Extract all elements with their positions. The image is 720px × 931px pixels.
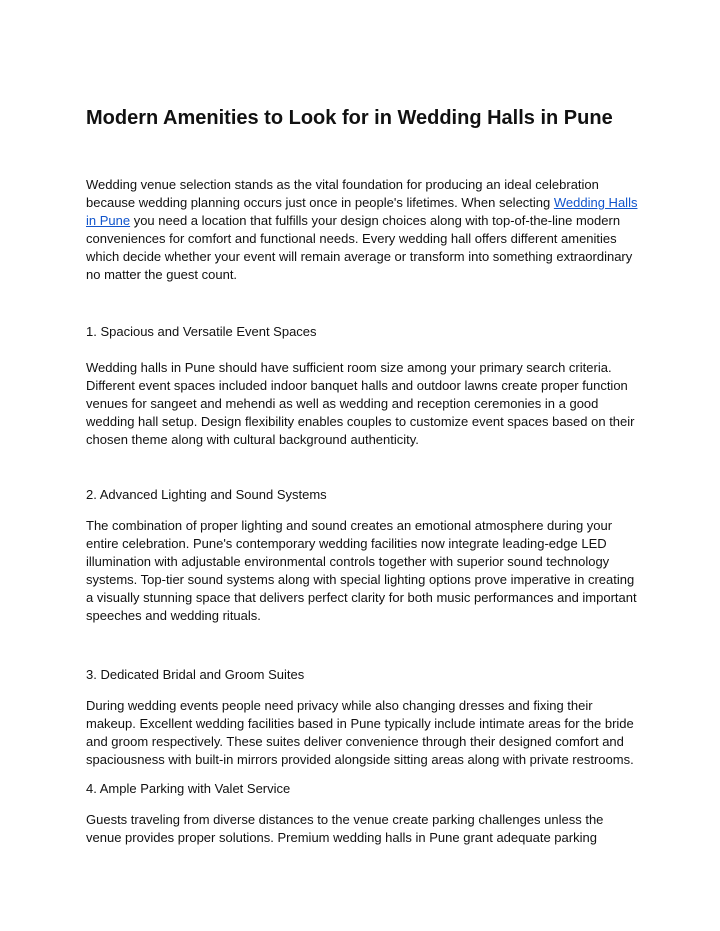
text-line: venues for sangeet and mehendi as well as wedding and reception ceremonies in a good — [86, 396, 599, 411]
section-heading: 3. Dedicated Bridal and Groom Suites — [86, 667, 305, 682]
text-segment: because wedding planning occurs just once in people's lifetimes. When selecting — [86, 195, 554, 210]
text-line: which decide whether your event will remain average or transform into something extraordinary — [86, 249, 633, 264]
page-title: Modern Amenities to Look for in Wedding Halls in Pune — [86, 107, 613, 129]
text-line: systems. Top-tier sound systems along with special lighting options prove imperative in creating — [86, 572, 635, 587]
text-line: During wedding events people need privacy while also changing dresses and fixing their — [86, 698, 593, 713]
text-line: makeup. Excellent wedding facilities based in Pune typically include intimate areas for the bride — [86, 716, 634, 731]
section-heading: 1. Spacious and Versatile Event Spaces — [86, 324, 317, 339]
text-line: and groom respectively. These suites deliver convenience through their designed comfort and — [86, 734, 624, 749]
text-line: illumination with adjustable environmental controls together with superior sound technology — [86, 554, 610, 569]
text-line — [86, 212, 637, 230]
section-heading: 4. Ample Parking with Valet Service — [86, 781, 291, 796]
section-paragraph — [86, 359, 635, 449]
intro-paragraph — [86, 176, 637, 284]
text-line: speeches and wedding rituals. — [86, 608, 261, 623]
text-line: spaciousness with built-in mirrors provided alongside sitting areas along with private restrooms. — [86, 752, 634, 767]
text-line: Guests traveling from diverse distances to the venue create parking challenges unless the — [86, 812, 604, 827]
section-paragraph — [86, 517, 637, 625]
section-heading: 2. Advanced Lighting and Sound Systems — [86, 487, 327, 502]
text-line: conveniences for comfort and functional needs. Every wedding hall offers different amenities — [86, 231, 617, 246]
wedding-halls-link[interactable]: Wedding Halls — [553, 195, 638, 210]
text-line: entire celebration. Pune's contemporary wedding facilities now integrate leading-edge LED — [86, 536, 607, 551]
text-line: venue provides proper solutions. Premium wedding halls in Pune grant adequate parking — [86, 830, 597, 845]
text-segment: you need a location that fulfills your design choices along with top-of-the-line modern — [130, 213, 621, 228]
text-line: Different event spaces included indoor banquet halls and outdoor lawns create proper function — [86, 378, 628, 393]
wedding-halls-link-continued[interactable]: in Pune — [86, 213, 131, 228]
text-line — [86, 194, 637, 212]
text-line: Wedding venue selection stands as the vital foundation for producing an ideal celebration — [86, 177, 599, 192]
text-line: no matter the guest count. — [86, 267, 238, 282]
section-paragraph — [86, 811, 603, 847]
text-line: chosen theme along with cultural background authenticity. — [86, 432, 419, 447]
text-line: wedding hall setup. Design flexibility enables couples to customize event spaces based on their — [86, 414, 635, 429]
section-paragraph — [86, 697, 634, 769]
text-line: Wedding halls in Pune should have sufficient room size among your primary search criteria. — [86, 360, 612, 375]
text-line: The combination of proper lighting and sound creates an emotional atmosphere during your — [86, 518, 613, 533]
text-line: a visually stunning space that delivers perfect clarity for both music performances and important — [86, 590, 637, 605]
